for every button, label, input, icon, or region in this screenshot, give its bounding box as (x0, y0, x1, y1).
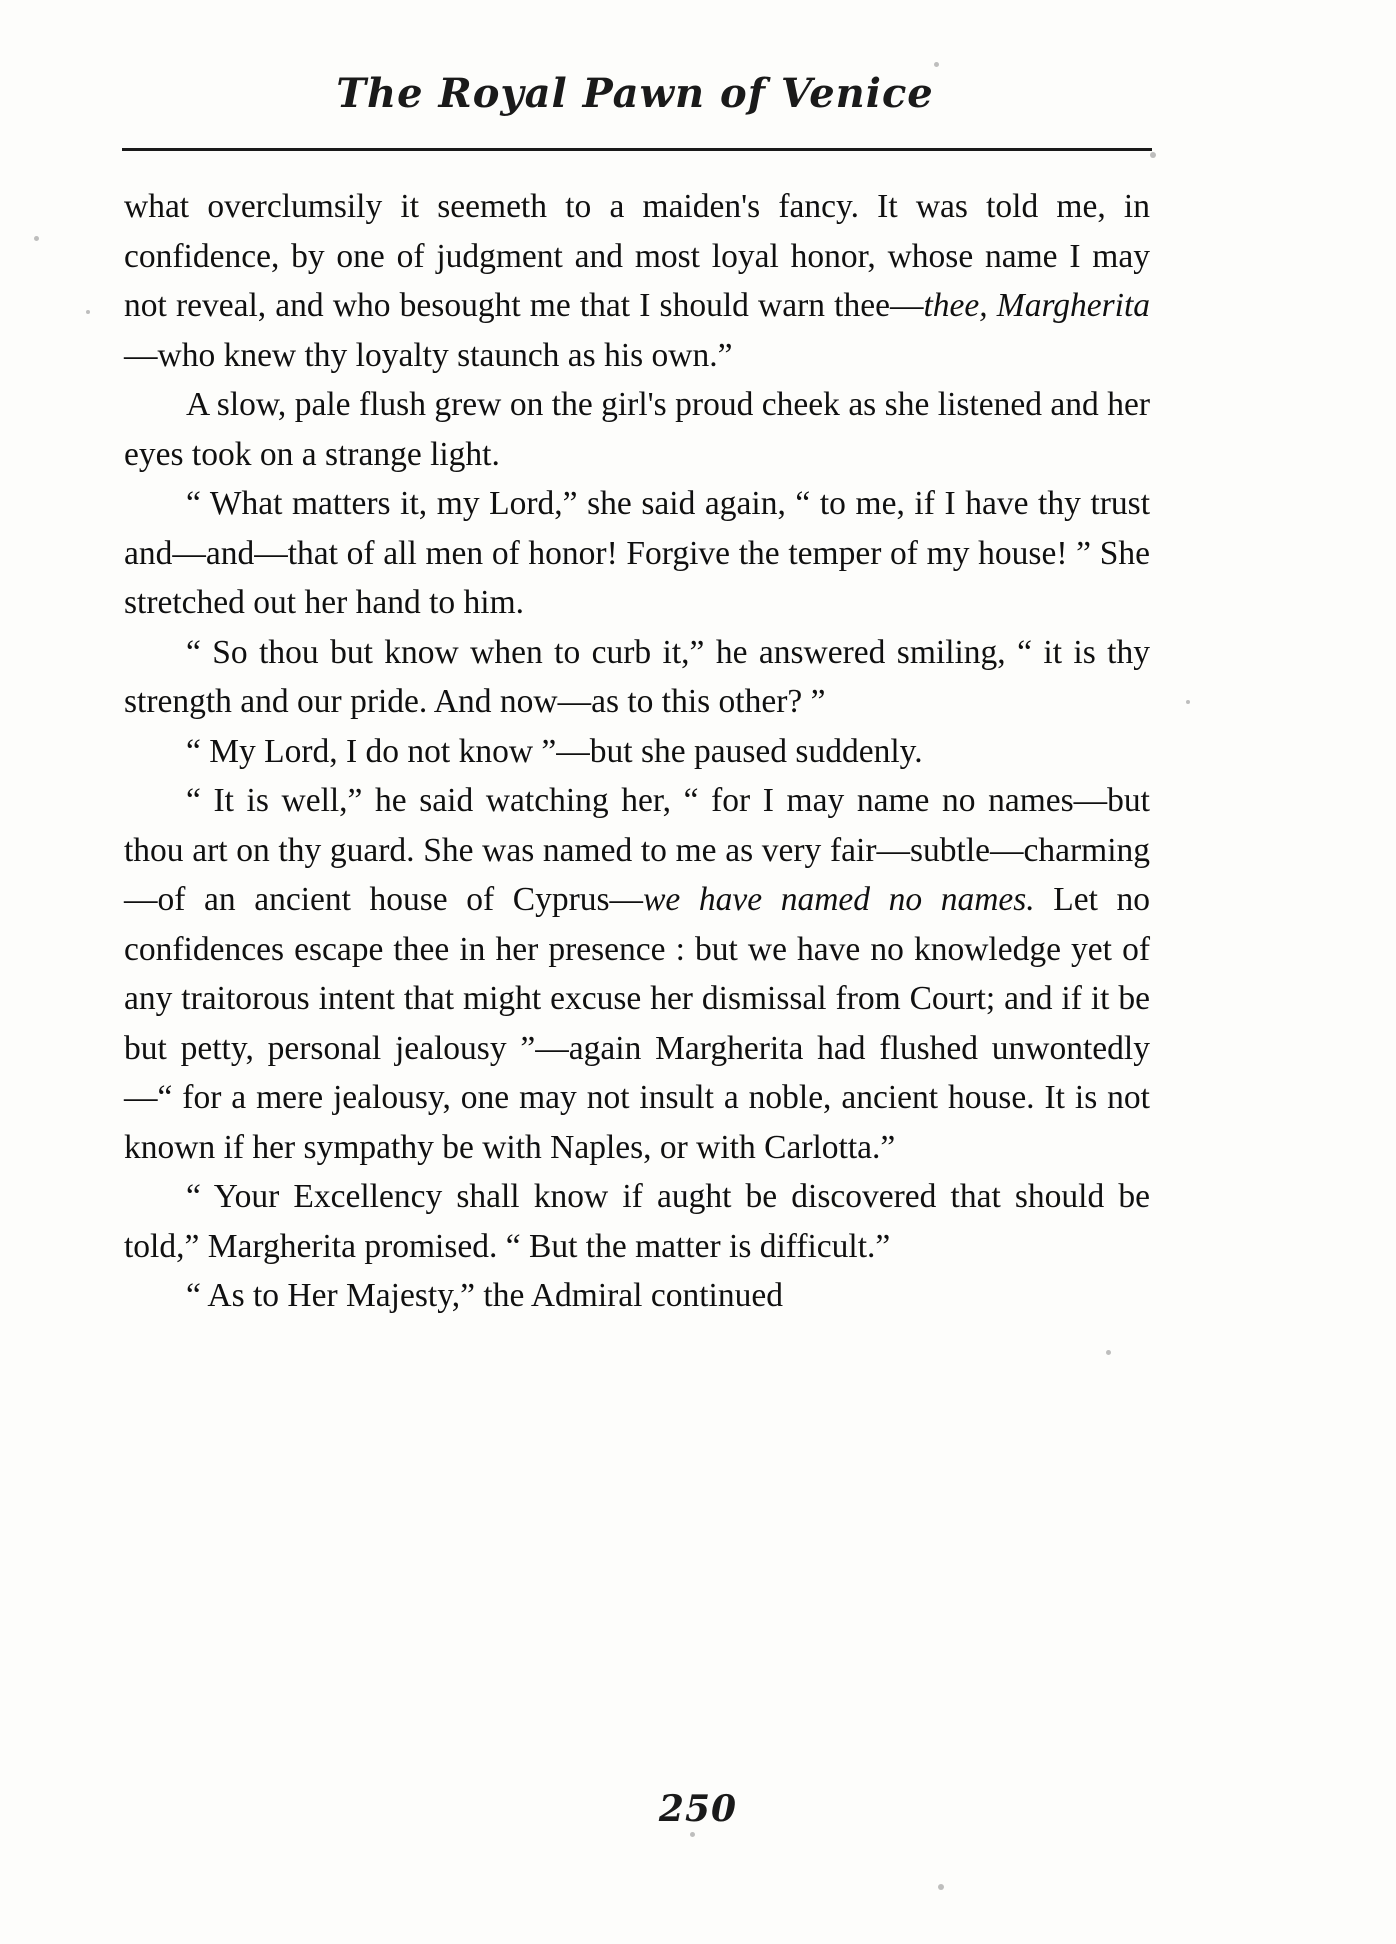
text-run: “ It is well,” he said watching her, “ for I may name no names—but thou art on thy guard. She was named to me as very fair—subtle—charming—of an ancient house of Cyprus— (124, 782, 1150, 918)
scan-speck-icon (938, 1884, 944, 1890)
text-run: “ My Lord, I do not know ”—but she paused suddenly. (186, 732, 923, 770)
text-run: what overclumsily it seemeth to a maiden's fancy. It was told me, in confidence, by one of judgment and most loyal honor, whose name I may not reveal, and who besought me that I should warn thee— (124, 188, 1150, 324)
paragraph (124, 479, 1150, 628)
scan-speck-icon (1186, 700, 1190, 704)
text-run: “ So thou but know when to curb it,” he answered smiling, “ it is thy strength and our pride. And now—as to this other? ” (124, 633, 1150, 720)
page-running-head: The Royal Pawn of Venice (336, 70, 934, 117)
paragraph (124, 727, 1150, 777)
emphasis-text: we have named no names. (643, 881, 1035, 918)
text-run: Let no confidences escape thee in her presence : but we have no knowledge yet of any traitorous intent that might excuse her dismissal from Court; and if it be but petty, personal jealousy ”—again Margherita had flushed unwontedly—“ for a mere jealousy, one may not insult a noble, ancient house. It is not known if her sympathy be with Naples, or with Carlotta.” (124, 881, 1150, 1166)
scan-speck-icon (1106, 1350, 1111, 1355)
paragraph (124, 380, 1150, 479)
paragraph (124, 1271, 1150, 1321)
scan-speck-icon (86, 310, 90, 314)
paragraph (124, 776, 1150, 1172)
paragraph (124, 1172, 1150, 1271)
scan-speck-icon (34, 236, 39, 241)
scan-speck-icon (690, 1832, 695, 1837)
text-run: “ Your Excellency shall know if aught be discovered that should be told,” Margherita promised. “ But the matter is difficult.” (124, 1178, 1150, 1265)
paragraph (124, 182, 1150, 380)
text-run: “ What matters it, my Lord,” she said again, “ to me, if I have thy trust and—and—that of all men of honor! Forgive the temper of my house! ” She stretched out her hand to him. (124, 485, 1150, 621)
paragraph (124, 628, 1150, 727)
scan-speck-icon (1150, 152, 1156, 158)
text-run: —who knew thy loyalty staunch as his own.” (124, 336, 733, 374)
text-run: “ As to Her Majesty,” the Admiral continued (186, 1277, 783, 1314)
page-number: 250 (658, 1788, 738, 1830)
text-run: A slow, pale flush grew on the girl's proud cheek as she listened and her eyes took on a strange light. (124, 386, 1150, 473)
header-rule (122, 148, 1152, 151)
emphasis-text: thee, Margherita (923, 287, 1151, 324)
scan-speck-icon (934, 62, 939, 67)
page-body-text (124, 182, 1150, 1321)
